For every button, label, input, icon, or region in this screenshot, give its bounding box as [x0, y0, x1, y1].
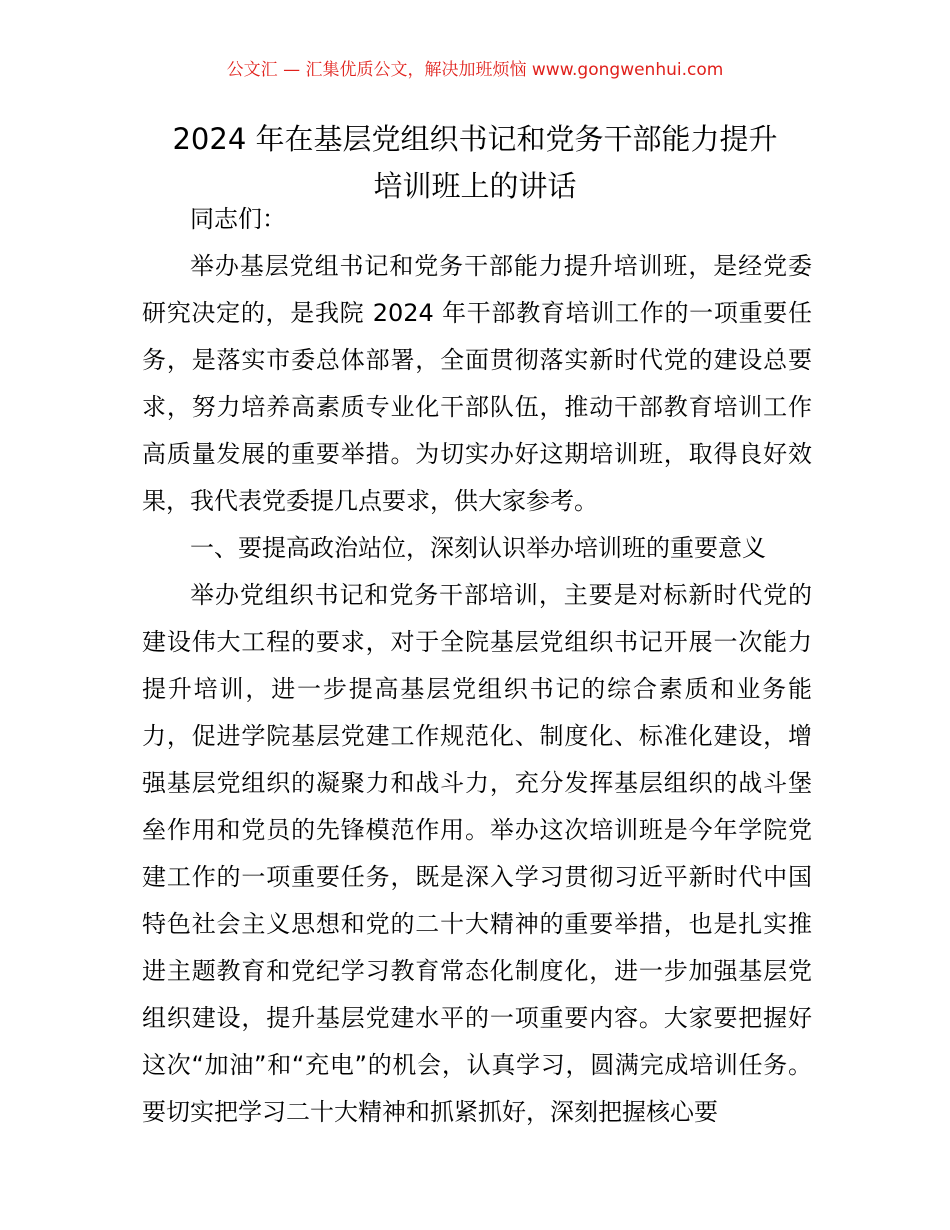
paragraph-intro: 举办基层党组书记和党务干部能力提升培训班，是经党委研究决定的，是我院 2024 年干部教育培训工作的一项重要任务，是落实市委总体部署，全面贯彻落实新时代党的建设总要求，努力培养高素质专业化干部队伍，推动干部教育培训工作高质量发展的重要举措。为切实办好这期培训班，取得良好效果，我代表党委提几点要求，供大家参考。	[142, 252, 812, 515]
title-line-2: 培训班上的讲话	[373, 169, 577, 203]
section-heading-1: 一、要提高政治站位，深刻认识举办培训班的重要意义	[190, 534, 766, 562]
paragraph-section-1: 举办党组织书记和党务干部培训，主要是对标新时代党的建设伟大工程的要求，对于全院基层党组织书记开展一次能力提升培训，进一步提高基层党组织书记的综合素质和业务能力，促进学院基层党建工作规范化、制度化、标准化建设，增强基层党组织的凝聚力和战斗力，充分发挥基层组织的战斗堡垒作用和党员的先锋模范作用。举办这次培训班是今年学院党建工作的一项重要任务，既是深入学习贯彻习近平新时代中国特色社会主义思想和党的二十大精神的重要举措，也是扎实推进主题教育和党纪学习教育常态化制度化，进一步加强基层党组织建设，提升基层党建水平的一项重要内容。大家要把握好这次“加油”和“充电”的机会，认真学习，圆满完成培训任务。要切实把学习二十大精神和抓紧抓好，深刻把握核心要	[142, 581, 812, 1126]
title-line-1: 2024 年在基层党组织书记和党务干部能力提升	[172, 122, 778, 156]
salutation: 同志们：	[190, 205, 286, 233]
document-body	[142, 196, 812, 1136]
site-banner: 公文汇 — 汇集优质公文，解决加班烦恼 www.gongwenhui.com	[226, 60, 724, 80]
